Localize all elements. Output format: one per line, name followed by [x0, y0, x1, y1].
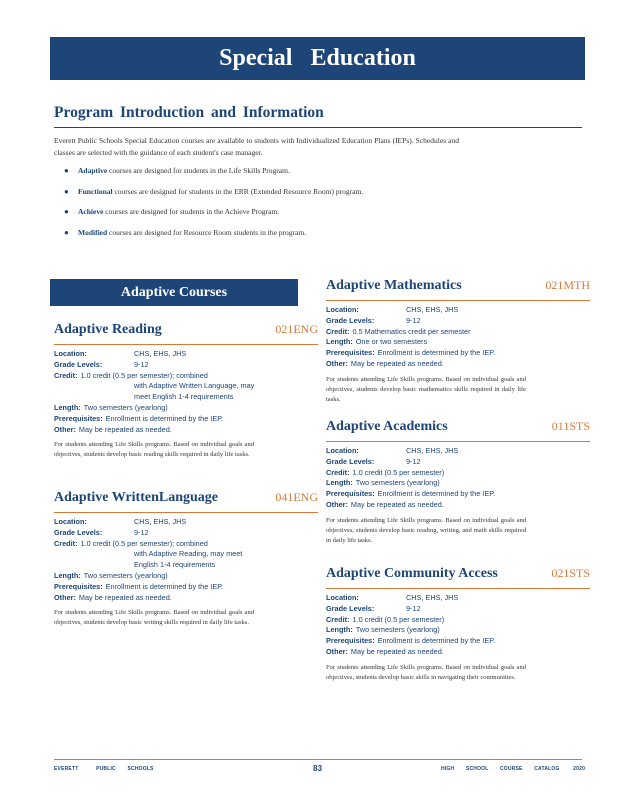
footer-rule	[54, 759, 582, 760]
course-adaptive-community-access	[326, 566, 590, 683]
course-details: Location: CHS, EHS, JHS Grade Levels: 9-12 Credit: 1.0 credit (0.5 per semester); combined with Adaptive Reading, may meet English 1-4 requirements Length: Two semesters (yearlong) Prerequisites: Enrollment is determined by the IEP. Other: May be repeated as needed.	[54, 517, 243, 602]
course-adaptive-mathematics	[326, 278, 590, 405]
adaptive-courses-header: Adaptive Courses	[50, 279, 298, 306]
course-description: For students attending Life Skills programs. Based on individual goals and objectives, students develop basic skills in navigating their communities.	[326, 663, 526, 681]
program-bullets	[64, 165, 444, 247]
course-details: Location: CHS, EHS, JHS Grade Levels: 9-12 Credit: 1.0 credit (0.5 per semester); combined with Adaptive Written Language, may meet English 1-4 requirements Length: Two semesters (yearlong) Prerequisites: Enrollment is determined by the IEP. Other: May be repeated as needed.	[54, 349, 255, 434]
course-name: Adaptive WrittenLanguage	[54, 490, 218, 505]
bullet-icon: ●	[64, 166, 69, 175]
course-code: 021MTH	[545, 278, 590, 292]
bullet-icon: ●	[64, 207, 69, 216]
course-details: Location: CHS, EHS, JHS Grade Levels: 9-12 Credit: 0.5 Mathematics credit per semester Length: One or two semesters Prerequisites: Enrollment is determined by the IEP. Other: May be repeated as needed.	[326, 305, 496, 368]
section-rule	[54, 127, 582, 128]
course-name: Adaptive Community Access	[326, 566, 498, 581]
course-description: For students attending Life Skills programs. Based on individual goals and objectives, students develop basic reading skills required in daily life tasks.	[54, 441, 254, 459]
course-name: Adaptive Mathematics	[326, 278, 462, 293]
bullet-icon: ●	[64, 227, 69, 237]
course-code: 011STS	[551, 419, 590, 433]
course-details: Location: CHS, EHS, JHS Grade Levels: 9-12 Credit: 1.0 credit (0.5 per semester) Length: Two semesters (yearlong) Prerequisites: Enrollment is determined by the IEP. Other: May be repeated as needed.	[326, 593, 496, 656]
course-description: For students attending Life Skills programs. Based on individual goals and objectives, students develop basic reading, writing, and math skills required in daily life tasks.	[326, 516, 526, 544]
course-description: For students attending Life Skills programs. Based on individual goals and objectives, students develop basic mathematics skills required in daily life tasks.	[326, 375, 526, 403]
course-adaptive-reading	[54, 322, 318, 460]
course-code: 021STS	[551, 566, 590, 580]
list-item: ● Achieve courses are designed for students in the Achieve Program.	[64, 207, 280, 216]
list-item: ● Modified courses are designed for Resource Room students in the program.	[64, 227, 307, 237]
bullet-icon: ●	[64, 186, 69, 196]
course-adaptive-written-language	[54, 490, 318, 628]
list-item: ● Adaptive courses are designed for students in the Life Skills Program.	[64, 166, 290, 175]
list-item: ● Functional courses are designed for students in the ERR (Extended Resource Room) program.	[64, 186, 364, 196]
course-description: For students attending Life Skills programs. Based on individual goals and objectives, students develop basic writing skills required in daily life tasks.	[54, 609, 254, 627]
intro-paragraph: Everett Public Schools Special Education courses are available to students with Individualized Education Plans (IEPs). Schedules and classes are selected with the guidance of each student's case manager.	[54, 136, 459, 157]
course-code: 041ENG	[275, 490, 318, 504]
footer-right: HIGH SCHOOL COURSE CATALOG 2020	[441, 766, 586, 772]
course-code: 021ENG	[275, 322, 318, 336]
page-banner: Special Education	[50, 37, 585, 80]
course-name: Adaptive Academics	[326, 419, 448, 434]
page-number: 83	[313, 764, 323, 773]
course-adaptive-academics	[326, 419, 590, 546]
footer-left: EVERETT PUBLIC SCHOOLS	[54, 766, 154, 772]
course-details: Location: CHS, EHS, JHS Grade Levels: 9-12 Credit: 1.0 credit (0.5 per semester) Length: Two semesters (yearlong) Prerequisites: Enrollment is determined by the IEP. Other: May be repeated as needed.	[326, 446, 496, 509]
section-title: Program Introduction and Information	[54, 104, 324, 121]
course-name: Adaptive Reading	[54, 322, 162, 337]
